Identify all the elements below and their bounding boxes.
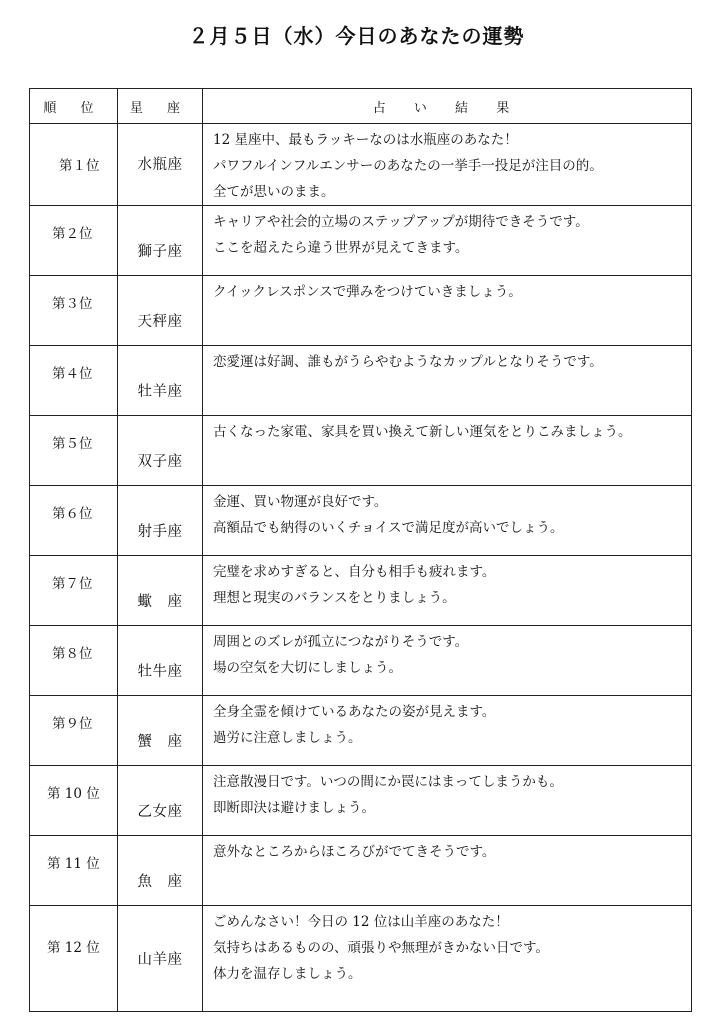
rank-cell: 第１位 xyxy=(30,124,118,206)
rank-cell: 第５位 xyxy=(30,416,118,486)
result-line: パワフルインフルエンサーのあなたの一挙手一投足が注目の的。 xyxy=(213,158,603,174)
result-cell xyxy=(203,906,692,1012)
table-row xyxy=(30,346,692,416)
result-line: 恋愛運は好調、誰もがうらやむようなカップルとなりそうです。 xyxy=(213,354,603,370)
rank-cell: 第 11 位 xyxy=(30,836,118,906)
result-cell xyxy=(203,836,692,906)
result-line: 意外なところからほころびがでてきそうです。 xyxy=(213,844,496,860)
result-line: 高額品でも納得のいくチョイスで満足度が高いでしょう。 xyxy=(213,520,564,536)
table-row xyxy=(30,696,692,766)
result-cell xyxy=(203,206,692,276)
result-line: 金運、買い物運が良好です。 xyxy=(213,494,388,510)
rank-cell: 第２位 xyxy=(30,206,118,276)
table-row xyxy=(30,626,692,696)
rank-cell: 第７位 xyxy=(30,556,118,626)
sign-cell: 山羊座 xyxy=(118,906,203,1012)
sign-cell: 牡羊座 xyxy=(118,346,203,416)
sign-cell: 射手座 xyxy=(118,486,203,556)
result-cell xyxy=(203,416,692,486)
page-title: ２月５日（水）今日のあなたの運勢 xyxy=(188,24,525,48)
table-row xyxy=(30,206,692,276)
result-line: キャリアや社会的立場のステップアップが期待できそうです。 xyxy=(213,214,589,230)
sign-cell: 乙女座 xyxy=(118,766,203,836)
rank-cell: 第９位 xyxy=(30,696,118,766)
rank-cell: 第３位 xyxy=(30,276,118,346)
result-cell xyxy=(203,556,692,626)
rank-cell: 第８位 xyxy=(30,626,118,696)
result-cell xyxy=(203,346,692,416)
result-cell xyxy=(203,626,692,696)
result-line: 過労に注意しましょう。 xyxy=(213,730,362,746)
result-cell xyxy=(203,696,692,766)
result-cell xyxy=(203,124,692,206)
result-line: クイックレスポンスで弾みをつけていきましょう。 xyxy=(213,284,522,300)
sign-cell: 水瓶座 xyxy=(118,124,203,206)
table-row xyxy=(30,766,692,836)
result-line: 気持ちはあるものの、頑張りや無理がきかない日です。 xyxy=(213,940,549,956)
result-line: 理想と現実のバランスをとりましょう。 xyxy=(213,590,456,606)
sign-cell: 天秤座 xyxy=(118,276,203,346)
header-result: 占 い 結 果 xyxy=(203,89,692,124)
table-row xyxy=(30,124,692,206)
result-line: 場の空気を大切にしましょう。 xyxy=(213,660,402,676)
result-line: ごめんなさい！今日の 12 位は山羊座のあなた！ xyxy=(213,914,509,930)
rank-cell: 第 10 位 xyxy=(30,766,118,836)
header-sign: 星 座 xyxy=(118,89,203,124)
result-line: 注意散漫日です。いつの間にか罠にはまってしまうかも。 xyxy=(213,774,563,790)
table-row xyxy=(30,556,692,626)
result-line: 完璧を求めすぎると、自分も相手も疲れます。 xyxy=(213,564,496,580)
result-line: 周囲とのズレが孤立につながりそうです。 xyxy=(213,634,469,650)
sign-cell: 双子座 xyxy=(118,416,203,486)
sign-cell: 牡牛座 xyxy=(118,626,203,696)
sign-cell: 魚 座 xyxy=(118,836,203,906)
fortune-table xyxy=(29,88,692,1012)
result-line: 即断即決は避けましょう。 xyxy=(213,800,375,816)
sign-cell: 蠍 座 xyxy=(118,556,203,626)
sign-cell: 獅子座 xyxy=(118,206,203,276)
result-line: 全身全霊を傾けているあなたの姿が見えます。 xyxy=(213,704,496,720)
result-line: 12 星座中、最もラッキーなのは水瓶座のあなた！ xyxy=(213,132,518,148)
result-line: ここを超えたら違う世界が見えてきます。 xyxy=(213,240,469,256)
result-line: 全てが思いのまま。 xyxy=(213,184,335,200)
result-cell xyxy=(203,766,692,836)
rank-cell: 第６位 xyxy=(30,486,118,556)
rank-cell: 第 12 位 xyxy=(30,906,118,1012)
table-row xyxy=(30,416,692,486)
sign-cell: 蟹 座 xyxy=(118,696,203,766)
result-cell xyxy=(203,486,692,556)
table-header-row xyxy=(30,89,692,124)
rank-cell: 第４位 xyxy=(30,346,118,416)
table-row xyxy=(30,276,692,346)
table-row xyxy=(30,906,692,1012)
result-line: 体力を温存しましょう。 xyxy=(213,966,362,982)
header-rank: 順 位 xyxy=(30,89,118,124)
table-row xyxy=(30,836,692,906)
result-cell xyxy=(203,276,692,346)
result-line: 古くなった家電、家具を買い換えて新しい運気をとりこみましょう。 xyxy=(213,424,632,440)
table-row xyxy=(30,486,692,556)
